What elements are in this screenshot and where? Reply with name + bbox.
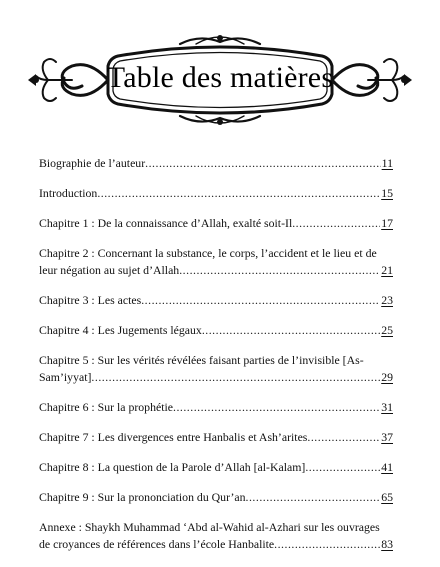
dot-leader xyxy=(292,215,380,232)
toc-entry[interactable] xyxy=(39,185,393,202)
toc-page-number[interactable]: 65 xyxy=(381,490,393,504)
toc-page-number[interactable]: 25 xyxy=(381,323,393,337)
dot-leader xyxy=(141,292,380,309)
toc-page-number[interactable]: 21 xyxy=(381,263,393,277)
toc-page-number[interactable]: 83 xyxy=(381,537,393,551)
toc-entry[interactable] xyxy=(39,519,393,553)
toc-page-number[interactable]: 37 xyxy=(381,430,393,444)
toc-page-number[interactable]: 41 xyxy=(381,460,393,474)
toc-page-number[interactable]: 11 xyxy=(381,156,393,170)
toc-entry-title: Sam’iyyat] xyxy=(39,370,92,384)
toc-page-number[interactable]: 17 xyxy=(381,216,393,230)
toc-entry-title: Chapitre 1 : De la connaissance d’Allah, exalté soit-Il xyxy=(39,216,293,230)
toc-page-number[interactable]: 29 xyxy=(381,370,393,384)
toc-entry[interactable] xyxy=(39,399,393,416)
dot-leader xyxy=(202,322,380,339)
toc-entry[interactable] xyxy=(39,155,393,172)
toc-entry-title: de croyances de références dans l’école Hanbalite xyxy=(39,537,275,551)
toc-entry-title-line: Annexe : Shaykh Muhammad ‘Abd al-Wahid al-Azhari sur les ouvrages xyxy=(39,520,380,534)
dot-leader xyxy=(274,536,380,553)
toc-entry-title: Chapitre 8 : La question de la Parole d’Allah [al-Kalam] xyxy=(39,460,306,474)
dot-leader xyxy=(307,429,380,446)
toc-entry[interactable] xyxy=(39,322,393,339)
toc-entry-title: Introduction xyxy=(39,186,98,200)
toc-entry[interactable] xyxy=(39,352,393,386)
dot-leader xyxy=(145,155,381,172)
toc-entry-title: Biographie de l’auteur xyxy=(39,156,146,170)
toc-entry[interactable] xyxy=(39,489,393,506)
toc-entry[interactable] xyxy=(39,215,393,232)
toc-page-number[interactable]: 31 xyxy=(381,400,393,414)
dot-leader xyxy=(97,185,380,202)
table-of-contents xyxy=(39,155,393,566)
toc-entry[interactable] xyxy=(39,429,393,446)
toc-entry-title: Chapitre 7 : Les divergences entre Hanbalis et Ash’arites xyxy=(39,430,308,444)
toc-entry[interactable] xyxy=(39,245,393,279)
dot-leader xyxy=(173,399,380,416)
toc-page-number[interactable]: 15 xyxy=(381,186,393,200)
dot-leader xyxy=(305,459,380,476)
toc-entry[interactable] xyxy=(39,459,393,476)
toc-entry[interactable] xyxy=(39,292,393,309)
page-title: Table des matières xyxy=(106,61,334,94)
dot-leader xyxy=(91,369,380,386)
toc-entry-title: leur négation au sujet d’Allah xyxy=(39,263,180,277)
dot-leader xyxy=(179,262,380,279)
toc-entry-title: Chapitre 4 : Les Jugements légaux xyxy=(39,323,202,337)
toc-entry-title-line: Chapitre 5 : Sur les vérités révélées faisant parties de l’invisible [As- xyxy=(39,353,364,367)
toc-entry-title: Chapitre 9 : Sur la prononciation du Qur’an xyxy=(39,490,246,504)
toc-entry-title: Chapitre 3 : Les actes xyxy=(39,293,142,307)
toc-entry-title-line: Chapitre 2 : Concernant la substance, le corps, l’accident et le lieu et de xyxy=(39,246,377,260)
dot-leader xyxy=(246,489,381,506)
toc-entry-title: Chapitre 6 : Sur la prophétie xyxy=(39,400,173,414)
toc-page-number[interactable]: 23 xyxy=(381,293,393,307)
